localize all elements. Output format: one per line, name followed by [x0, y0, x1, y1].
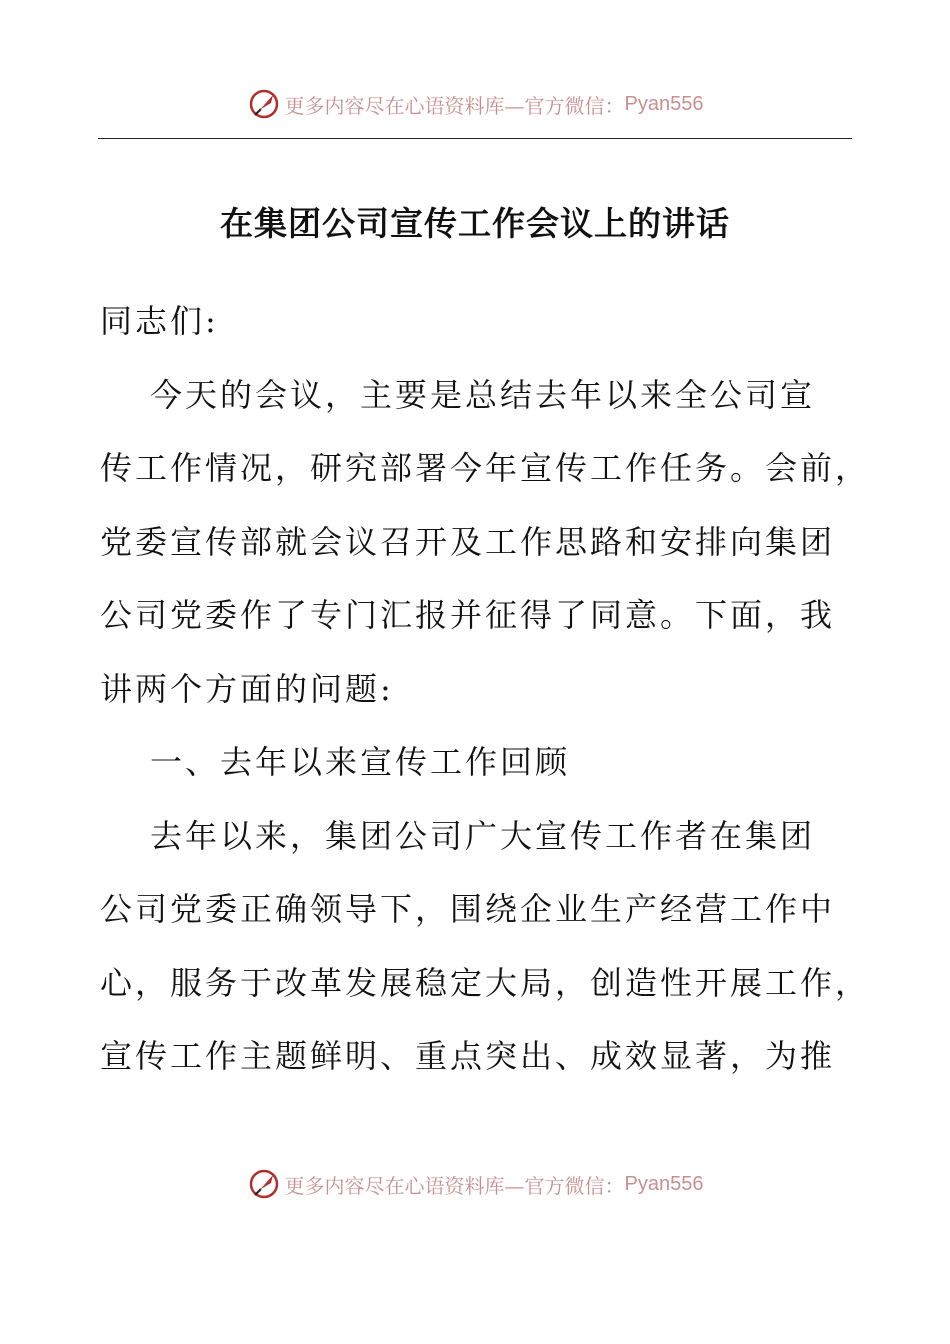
- text-line: 心，服务于改革发展稳定大局，创造性开展工作，: [100, 963, 871, 1002]
- text-line: 去年以来，集团公司广大宣传工作者在集团: [150, 816, 816, 855]
- text-line: 党委宣传部就会议召开及工作思路和安排向集团: [100, 522, 836, 561]
- document-title: 在集团公司宣传工作会议上的讲话: [220, 204, 730, 243]
- header-divider: [98, 138, 852, 139]
- watermark-wechat-id: Pyan556: [624, 1172, 704, 1195]
- text-line: 公司党委正确领导下，围绕企业生产经营工作中: [100, 890, 836, 928]
- watermark-text: 更多内容尽在心语资料库—官方微信：: [284, 93, 625, 118]
- text-line: 一、去年以来宣传工作回顾: [150, 743, 571, 781]
- footer-watermark: [0, 1164, 950, 1204]
- text-line: 今天的会议，主要是总结去年以来全公司宣: [150, 375, 816, 414]
- text-line: 宣传工作主题鲜明、重点突出、成效显著，为推: [100, 1037, 836, 1075]
- watermark-text: 更多内容尽在心语资料库—官方微信：: [284, 1173, 625, 1198]
- text-line: 公司党委作了专门汇报并征得了同意。下面，我: [100, 596, 836, 634]
- text-line: 同志们:: [100, 302, 219, 340]
- document-body: [100, 285, 871, 1094]
- quill-logo-icon: [247, 87, 281, 121]
- watermark-wechat-id: Pyan556: [624, 92, 704, 115]
- header-watermark: [0, 84, 950, 124]
- text-line: 讲两个方面的问题:: [100, 669, 394, 708]
- quill-logo-icon: [247, 1167, 281, 1201]
- text-line: 传工作情况，研究部署今年宣传工作任务。会前，: [100, 449, 871, 487]
